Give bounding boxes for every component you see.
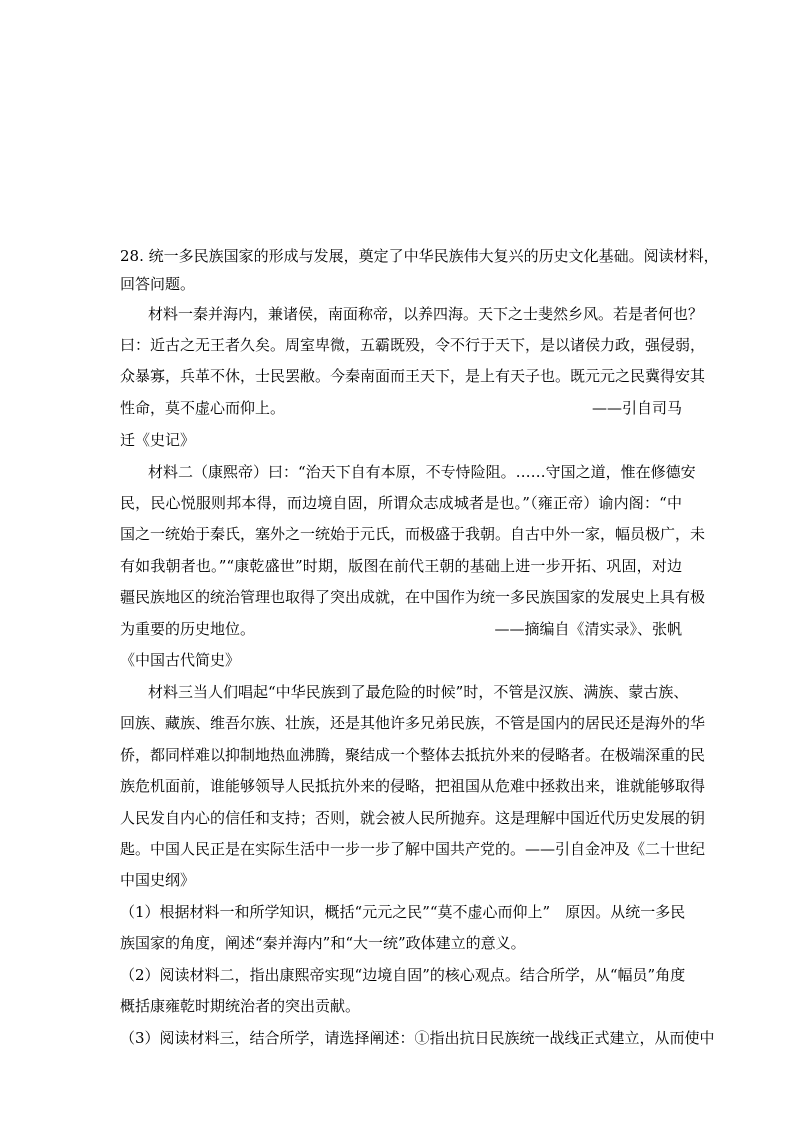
material3-line-2: 回族、藏族、维吾尔族、壮族，还是其他许多兄弟民族，不管是国内的居民还是海外的华: [120, 714, 706, 732]
material1-line-1: 材料一秦并海内，兼诸侯，南面称帝，以养四海。天下之士斐然乡风。若是者何也？: [148, 305, 704, 323]
subquestion-3-line-1: （3）阅读材料三，结合所学，请选择阐述：①指出抗日民族统一战线正式建立，从而使中: [120, 1029, 715, 1047]
material3-line-6: 匙。中国人民正是在实际生活中一步一步了解中国共产党的。——引自金冲及《二十世纪: [120, 840, 706, 858]
material1-line-2: 曰：近古之无王者久矣。周室卑微，五霸既殁，令不行于天下，是以诸侯力政，强侵弱，: [120, 336, 706, 354]
material3-line-3: 侨，都同样难以抑制地热血沸腾，聚结成一个整体去抵抗外来的侵略者。在极端深重的民: [120, 746, 706, 764]
subquestion-2-line-2: 概括康雍乾时期统治者的突出贡献。: [120, 997, 361, 1015]
material2-line-2: 民，民心悦服则邦本得，而边境自固，所谓众志成城者是也。”（雍正帝）谕内阁：“中: [120, 494, 682, 512]
subquestion-1-line-2: 族国家的角度，阐述“秦并海内”和“大一统”政体建立的意义。: [120, 934, 526, 952]
subquestion-1-line-1: （1）根据材料一和所学知识，概括“元元之民”“莫不虚心而仰上” 原因。从统一多民: [120, 903, 686, 921]
material2-source: ——摘编自《清实录》、张帆: [494, 620, 682, 638]
exam-page: [120, 0, 719, 1132]
material2-line-5: 疆民族地区的统治管理也取得了突出成就，在中国作为统一多民族国家的发展史上具有极: [120, 588, 706, 606]
material3-line-1: 材料三当人们唱起“中华民族到了最危险的时候”时，不管是汉族、满族、蒙古族、: [148, 683, 689, 701]
material3-line-4: 族危机面前，谁能够领导人民抵抗外来的侵略，把祖国从危难中拯救出来，谁就能够取得: [120, 777, 706, 795]
material2-line-6: 为重要的历史地位。: [120, 620, 256, 638]
material1-source: ——引自司马: [591, 399, 682, 417]
material1-line-3: 众暴寡，兵革不休，士民罢敝。今秦南面而王天下，是上有天子也。既元元之民冀得安其: [120, 367, 706, 385]
material3-line-7: 中国史纲》: [120, 871, 196, 889]
material1-line-4: 性命，莫不虚心而仰上。: [120, 399, 286, 417]
question-stem-line-1: 28. 统一多民族国家的形成与发展，奠定了中华民族伟大复兴的历史文化基础。阅读材料，: [120, 247, 719, 265]
question-stem-line-2: 回答问题。: [120, 275, 196, 293]
material3-line-5: 人民发自内心的信任和支持；否则，就会被人民所抛弃。这是理解中国近代历史发展的钥: [120, 809, 706, 827]
material2-line-3: 国之一统始于秦氏，塞外之一统始于元氏，而极盛于我朝。自古中外一家，幅员极广，未: [120, 525, 706, 543]
material2-line-4: 有如我朝者也。”“康乾盛世”时期，版图在前代王朝的基础上进一步开拓、巩固，对边: [120, 557, 682, 575]
material1-source-cont: 迁《史记》: [120, 431, 196, 449]
material2-line-1: 材料二（康熙帝）曰：“治天下自有本原，不专恃险阻。……守国之道，惟在修德安: [148, 463, 696, 481]
subquestion-2-line-1: （2）阅读材料二，指出康熙帝实现“边境自固”的核心观点。结合所学，从“幅员”角度: [120, 966, 686, 984]
material2-source-cont: 《中国古代简史》: [120, 651, 241, 669]
